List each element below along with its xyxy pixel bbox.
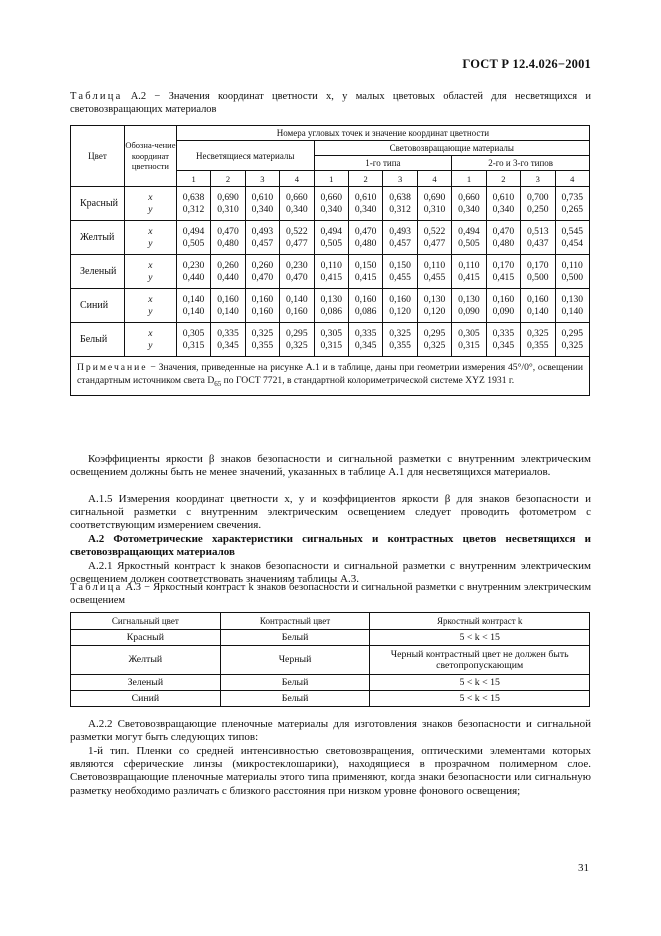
- table-row: [71, 221, 590, 255]
- coordinate-cell: 0,660 0,340: [452, 187, 486, 221]
- point-number: 4: [555, 171, 590, 187]
- coordinate-cell: 0,110 0,500: [555, 255, 590, 289]
- header-nonluminous: Несветящиеся материалы: [176, 141, 314, 171]
- table-row: [71, 646, 590, 675]
- coordinate-cell: 0,295 0,325: [280, 323, 314, 357]
- contrast-color-cell: Белый: [220, 675, 370, 691]
- coordinate-cell: 0,522 0,477: [280, 221, 314, 255]
- coordinate-cell: 0,690 0,310: [417, 187, 451, 221]
- table-row: [71, 255, 590, 289]
- table-number: А.3: [125, 582, 141, 593]
- point-number: 2: [211, 171, 245, 187]
- coordinate-cell: 0,735 0,265: [555, 187, 590, 221]
- color-name: Красный: [71, 187, 125, 221]
- coordinate-cell: 0,260 0,440: [211, 255, 245, 289]
- coordinate-cell: 0,110 0,415: [314, 255, 348, 289]
- coordinate-labels: x y: [124, 255, 176, 289]
- coordinate-cell: 0,545 0,454: [555, 221, 590, 255]
- coordinate-cell: 0,295 0,325: [417, 323, 451, 357]
- table-number: А.2: [130, 91, 147, 102]
- coordinate-cell: 0,335 0,345: [486, 323, 520, 357]
- point-number: 1: [452, 171, 486, 187]
- paragraph-a15: А.1.5 Измерения координат цветности x, y и коэффициентов яркости β для знаков безопасности и сигнальной разметки с внутренним электрическим освещением следует проводить фотометром с соответствующим измерением свечения.: [70, 493, 591, 532]
- page-number: 31: [578, 862, 589, 874]
- coordinate-cell: 0,160 0,090: [486, 289, 520, 323]
- coordinate-cell: 0,160 0,140: [521, 289, 555, 323]
- coordinate-labels: x y: [124, 221, 176, 255]
- header-retroreflective: Световозвращающие материалы: [314, 141, 589, 156]
- point-number: 1: [314, 171, 348, 187]
- col-header-designation: Обозна-чение координат цветности: [124, 126, 176, 187]
- signal-color-cell: Красный: [71, 630, 221, 646]
- coordinate-cell: 0,170 0,500: [521, 255, 555, 289]
- header-type1: 1-го типа: [314, 156, 452, 171]
- coordinate-cell: 0,325 0,355: [245, 323, 279, 357]
- coordinate-cell: 0,700 0,250: [521, 187, 555, 221]
- coordinate-cell: 0,305 0,315: [314, 323, 348, 357]
- coordinate-cell: 0,610 0,340: [348, 187, 382, 221]
- table-a3: [70, 612, 590, 707]
- coordinate-cell: 0,140 0,160: [280, 289, 314, 323]
- header-top: Номера угловых точек и значение координат цветности: [176, 126, 589, 141]
- note-subscript: 65: [214, 379, 222, 388]
- point-number: 4: [417, 171, 451, 187]
- color-name: Белый: [71, 323, 125, 357]
- coordinate-cell: 0,305 0,315: [452, 323, 486, 357]
- coordinate-cell: 0,690 0,310: [211, 187, 245, 221]
- contrast-color-cell: Белый: [220, 630, 370, 646]
- coordinate-cell: 0,660 0,340: [280, 187, 314, 221]
- coordinate-cell: 0,130 0,086: [314, 289, 348, 323]
- coordinate-cell: 0,494 0,505: [452, 221, 486, 255]
- coordinate-cell: 0,610 0,340: [245, 187, 279, 221]
- point-number: 3: [245, 171, 279, 187]
- color-name: Желтый: [71, 221, 125, 255]
- col-header-color: Цвет: [71, 126, 125, 187]
- table-a2-note: [71, 357, 590, 396]
- paragraph-a22: А.2.2 Световозвращающие пленочные материалы для изготовления знаков безопасности и сигнальной разметки могут быть следующих типов:: [70, 718, 591, 744]
- coordinate-cell: 0,325 0,355: [383, 323, 417, 357]
- coordinate-cell: 0,160 0,120: [383, 289, 417, 323]
- coordinate-cell: 0,513 0,437: [521, 221, 555, 255]
- point-number: 2: [348, 171, 382, 187]
- coordinate-cell: 0,638 0,312: [383, 187, 417, 221]
- coordinate-cell: 0,140 0,140: [176, 289, 210, 323]
- coordinate-cell: 0,150 0,455: [383, 255, 417, 289]
- coordinate-labels: x y: [124, 323, 176, 357]
- point-number: 1: [176, 171, 210, 187]
- contrast-color-cell: Черный: [220, 646, 370, 675]
- col-header-contrast-color: Контрастный цвет: [220, 613, 370, 630]
- coordinate-labels: x y: [124, 187, 176, 221]
- table-word: Таблица: [70, 91, 123, 102]
- coordinate-cell: 0,335 0,345: [211, 323, 245, 357]
- coordinate-cell: 0,130 0,140: [555, 289, 590, 323]
- table-a2: [70, 125, 590, 396]
- coordinate-cell: 0,295 0,325: [555, 323, 590, 357]
- paragraph-type1: 1-й тип. Пленки со средней интенсивностью световозвращения, оптическими элементами которых являются сферические линзы (микростеклошарики), находящиеся в прозрачном полимерном слое. Световозвращающие пленочные материалы этого типа применяют, когда знаки безопасности или сигнальную разметку необходимо различать с близкого расстояния при низком уровне фонового освещения;: [70, 745, 591, 797]
- note-word: Примечание: [77, 362, 148, 373]
- note-text-2: по ГОСТ 7721, в стандартной колориметрической системе XYZ 1931 г.: [221, 375, 515, 386]
- point-number: 4: [280, 171, 314, 187]
- coordinate-cell: 0,110 0,415: [452, 255, 486, 289]
- coordinate-cell: 0,305 0,315: [176, 323, 210, 357]
- coordinate-cell: 0,160 0,140: [211, 289, 245, 323]
- coordinate-cell: 0,522 0,477: [417, 221, 451, 255]
- paragraph-brightness: Коэффициенты яркости β знаков безопасности и сигнальной разметки с внутренним электрическим освещением должны быть не менее значений, указанных в таблице А.1 для несветящихся материалов.: [70, 453, 591, 479]
- table-row: [71, 630, 590, 646]
- table-row: [71, 289, 590, 323]
- coordinate-cell: 0,160 0,160: [245, 289, 279, 323]
- coordinate-cell: 0,470 0,480: [348, 221, 382, 255]
- coordinate-cell: 0,325 0,355: [521, 323, 555, 357]
- col-header-signal: Сигнальный цвет: [71, 613, 221, 630]
- color-name: Синий: [71, 289, 125, 323]
- contrast-color-cell: Белый: [220, 691, 370, 707]
- coordinate-cell: 0,493 0,457: [245, 221, 279, 255]
- coordinate-cell: 0,470 0,480: [211, 221, 245, 255]
- coordinate-cell: 0,130 0,120: [417, 289, 451, 323]
- table-a3-body: [71, 630, 590, 707]
- coordinate-cell: 0,260 0,470: [245, 255, 279, 289]
- table-a2-caption: Таблица А.2 − Значения координат цветности x, y малых цветовых областей для несветящихся и световозвращающих материалов: [70, 91, 592, 115]
- coordinate-cell: 0,170 0,415: [486, 255, 520, 289]
- brightness-contrast-cell: 5 < k < 15: [370, 691, 590, 707]
- brightness-contrast-cell: 5 < k < 15: [370, 630, 590, 646]
- coordinate-cell: 0,610 0,340: [486, 187, 520, 221]
- table-a3-caption: Таблица А.3 − Яркостный контраст k знаков безопасности и сигнальной разметки с внутренним электрическим освещением: [70, 582, 592, 606]
- coordinate-cell: 0,493 0,457: [383, 221, 417, 255]
- coordinate-cell: 0,660 0,340: [314, 187, 348, 221]
- point-number: 2: [486, 171, 520, 187]
- coordinate-cell: 0,335 0,345: [348, 323, 382, 357]
- document-header: ГОСТ Р 12.4.026−2001: [462, 57, 591, 71]
- table-row: [71, 675, 590, 691]
- table-caption-text: Яркостный контраст k знаков безопасности и сигнальной разметки с внутренним электрическим освещением: [70, 582, 592, 606]
- signal-color-cell: Зеленый: [71, 675, 221, 691]
- signal-color-cell: Желтый: [71, 646, 221, 675]
- coordinate-cell: 0,150 0,415: [348, 255, 382, 289]
- signal-color-cell: Синий: [71, 691, 221, 707]
- coordinate-cell: 0,160 0,086: [348, 289, 382, 323]
- coordinate-cell: 0,230 0,440: [176, 255, 210, 289]
- table-row: [71, 323, 590, 357]
- coordinate-cell: 0,230 0,470: [280, 255, 314, 289]
- table-caption-text: Значения координат цветности x, y малых цветовых областей для несветящихся и световозвращающих материалов: [70, 91, 592, 115]
- brightness-contrast-cell: Черный контрастный цвет не должен быть светопропускающим: [370, 646, 590, 675]
- header-type23: 2-го и 3-го типов: [452, 156, 590, 171]
- table-word: Таблица: [70, 582, 123, 593]
- coordinate-cell: 0,110 0,455: [417, 255, 451, 289]
- point-number: 3: [521, 171, 555, 187]
- coordinate-cell: 0,494 0,505: [176, 221, 210, 255]
- brightness-contrast-cell: 5 < k < 15: [370, 675, 590, 691]
- paragraph-a21: А.2.1 Яркостный контраст k знаков безопасности и сигнальной разметки с внутренним электрическим освещением должен соответствовать значениям таблицы А.3.: [70, 560, 591, 586]
- section-a2-heading: А.2 Фотометрические характеристики сигнальных и контрастных цветов несветящихся и световозвращающих материалов: [70, 533, 591, 559]
- coordinate-cell: 0,494 0,505: [314, 221, 348, 255]
- table-row: [71, 187, 590, 221]
- point-number: 3: [383, 171, 417, 187]
- table-a2-body: [71, 187, 590, 357]
- coordinate-labels: x y: [124, 289, 176, 323]
- coordinate-cell: 0,470 0,480: [486, 221, 520, 255]
- table-row: [71, 691, 590, 707]
- col-header-k: Яркостный контраст k: [370, 613, 590, 630]
- coordinate-cell: 0,638 0,312: [176, 187, 210, 221]
- color-name: Зеленый: [71, 255, 125, 289]
- coordinate-cell: 0,130 0,090: [452, 289, 486, 323]
- note-text: − Значения, приведенные на рисунке А.1 и в таблице, даны при геометрии измерения 45°/0°, освещении стандартным источником света D: [77, 362, 583, 386]
